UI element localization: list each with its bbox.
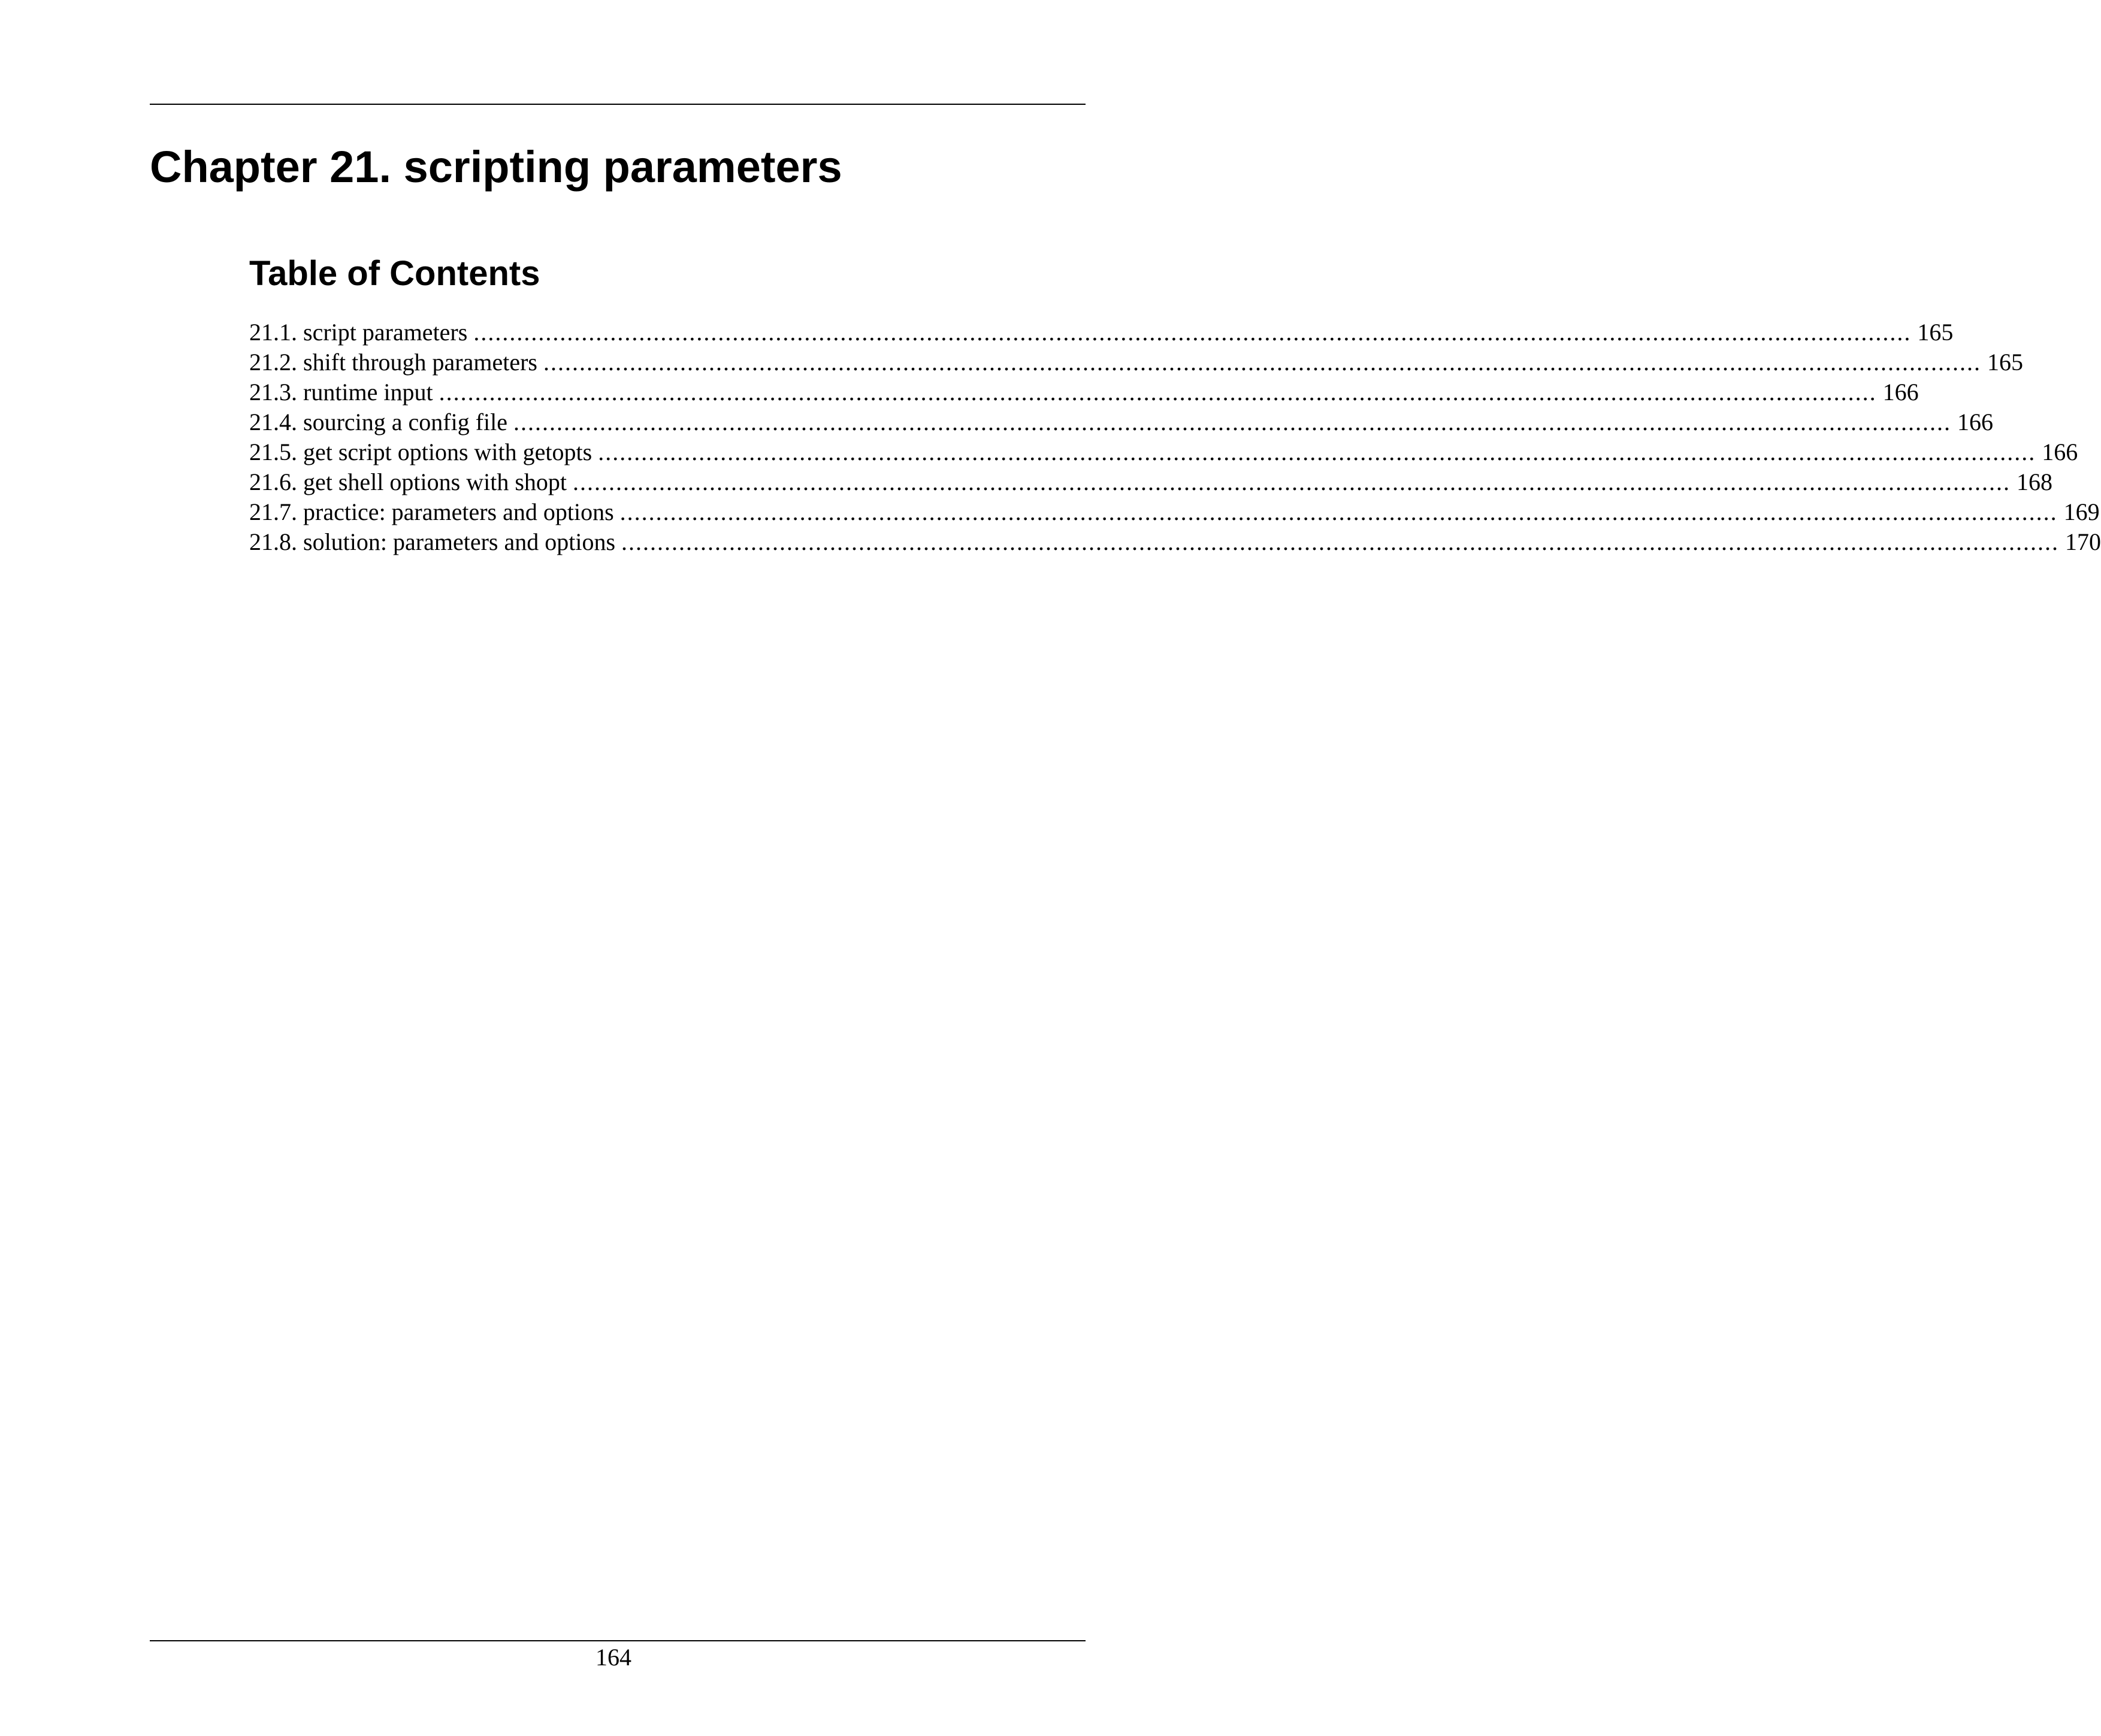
toc-dot-leader: ........................................................................................................................................................................................................ — [573, 468, 2011, 495]
toc-entry-link[interactable]: 21.3. runtime input — [249, 379, 433, 406]
footer-rule — [150, 1640, 1086, 1641]
toc-entry-link[interactable]: 21.5. get script options with getopts — [249, 438, 592, 465]
toc-entry-link[interactable]: 21.1. script parameters — [249, 319, 468, 346]
header-rule — [150, 104, 1086, 105]
toc-dot-leader: ........................................................................................................................................................................................................ — [473, 319, 1912, 346]
toc-entry-link[interactable]: 21.7. practice: parameters and options — [249, 498, 614, 525]
toc-dot-leader: ........................................................................................................................................................................................................ — [621, 528, 2060, 555]
toc-page-number[interactable]: 166 — [1882, 379, 1919, 406]
toc-list — [249, 317, 2101, 557]
chapter-title: Chapter 21. scripting parameters — [150, 142, 842, 192]
toc-entry-link[interactable]: 21.8. solution: parameters and options — [249, 528, 616, 555]
toc-entry — [249, 467, 2052, 497]
toc-dot-leader: ........................................................................................................................................................................................................ — [543, 349, 1981, 376]
toc-dot-leader: ........................................................................................................................................................................................................ — [439, 379, 1877, 406]
toc-entry — [249, 407, 1993, 437]
toc-entry — [249, 347, 2023, 377]
toc-dot-leader: ........................................................................................................................................................................................................ — [513, 409, 1951, 435]
toc-page-number[interactable]: 169 — [2063, 498, 2100, 525]
toc-entry — [249, 317, 1954, 347]
toc-entry — [249, 437, 2078, 467]
toc-dot-leader: ........................................................................................................................................................................................................ — [598, 438, 2036, 465]
toc-entry-link[interactable]: 21.6. get shell options with shopt — [249, 468, 567, 495]
toc-page-number[interactable]: 165 — [1987, 349, 2023, 376]
toc-heading: Table of Contents — [249, 254, 540, 293]
toc-entry-link[interactable]: 21.4. sourcing a config file — [249, 409, 507, 435]
toc-entry — [249, 497, 2100, 527]
toc-entry — [249, 527, 2101, 557]
toc-page-number[interactable]: 166 — [2042, 438, 2078, 465]
toc-page-number[interactable]: 170 — [2065, 528, 2101, 555]
toc-page-number[interactable]: 168 — [2017, 468, 2052, 495]
toc-page-number[interactable]: 166 — [1957, 409, 1993, 435]
toc-entry-link[interactable]: 21.2. shift through parameters — [249, 349, 537, 376]
toc-dot-leader: ........................................................................................................................................................................................................ — [619, 498, 2058, 525]
toc-entry — [249, 377, 1919, 407]
page-number: 164 — [595, 1644, 631, 1671]
toc-page-number[interactable]: 165 — [1917, 319, 1954, 346]
